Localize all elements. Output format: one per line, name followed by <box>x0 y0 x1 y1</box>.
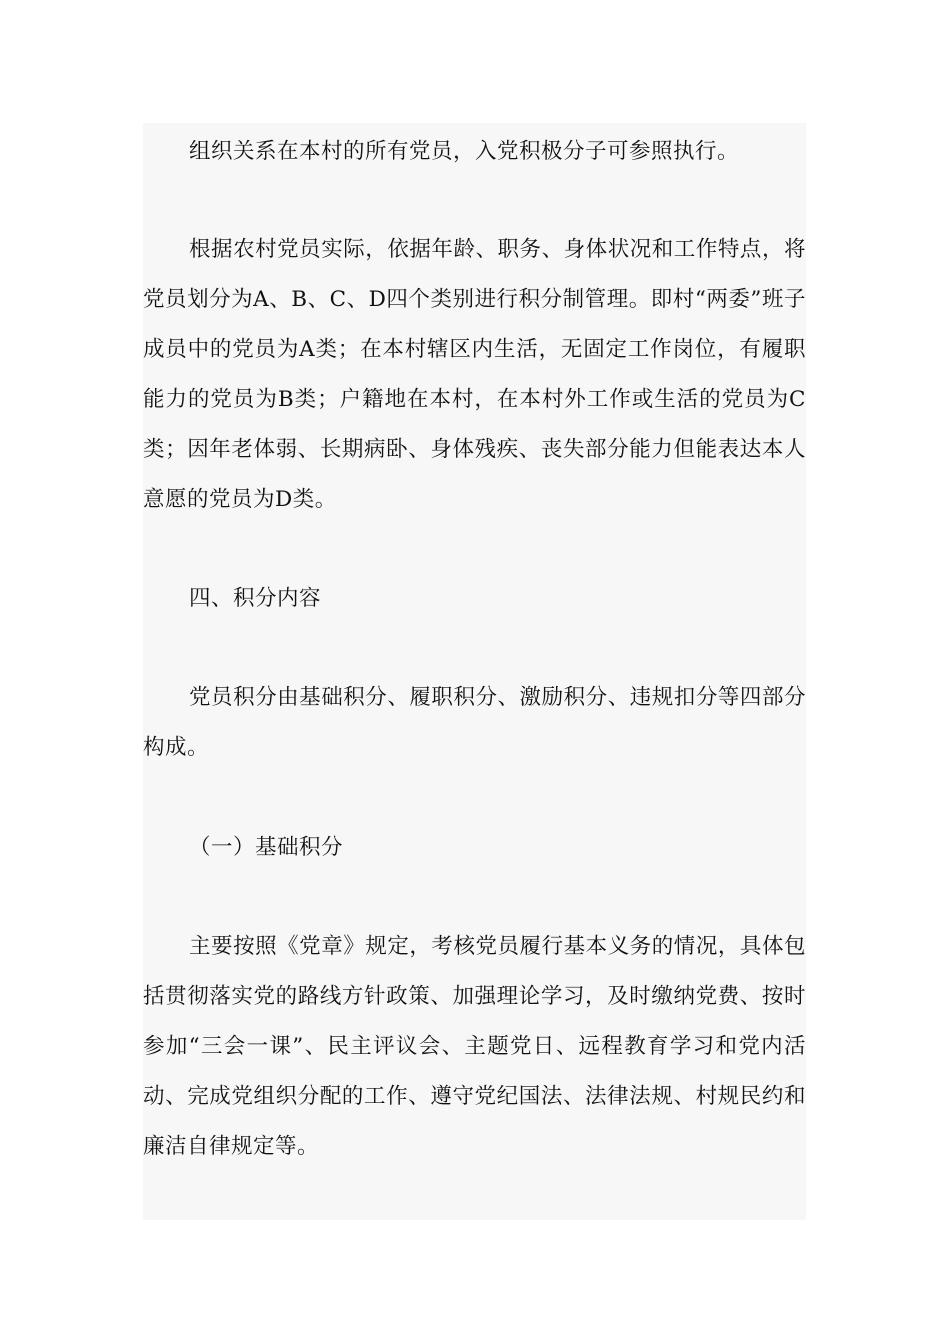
document-page <box>143 123 806 1220</box>
subsection-heading-basic-points: （一）基础积分 <box>189 835 344 860</box>
paragraph-basic-points-detail: 主要按照《党章》规定，考核党员履行基本义务的情况，具体包括贯彻落实党的路线方针政策、加强理论学习，及时缴纳党费、按时参加“三会一课”、民主评议会、主题党日、远程教育学习和党内活动、完成党组织分配的工作、遵守党纪国法、法律法规、村规民约和廉洁自律规定等。 <box>143 934 806 1159</box>
paragraph-member-categories: 根据农村党员实际，依据年龄、职务、身体状况和工作特点，将党员划分为A、B、C、D四个类别进行积分制管理。即村“两委”班子成员中的党员为A类；在本村辖区内生活，无固定工作岗位，有履职能力的党员为B类；户籍地在本村，在本村外工作或生活的党员为C类；因年老体弱、长期病卧、身体残疾、丧失部分能力但能表达本人意愿的党员为D类。 <box>143 237 806 512</box>
paragraph-points-composition: 党员积分由基础积分、履职积分、激励积分、违规扣分等四部分构成。 <box>143 685 806 760</box>
paragraph-scope: 组织关系在本村的所有党员，入党积极分子可参照执行。 <box>189 139 740 164</box>
section-heading-points-content: 四、积分内容 <box>189 586 322 611</box>
